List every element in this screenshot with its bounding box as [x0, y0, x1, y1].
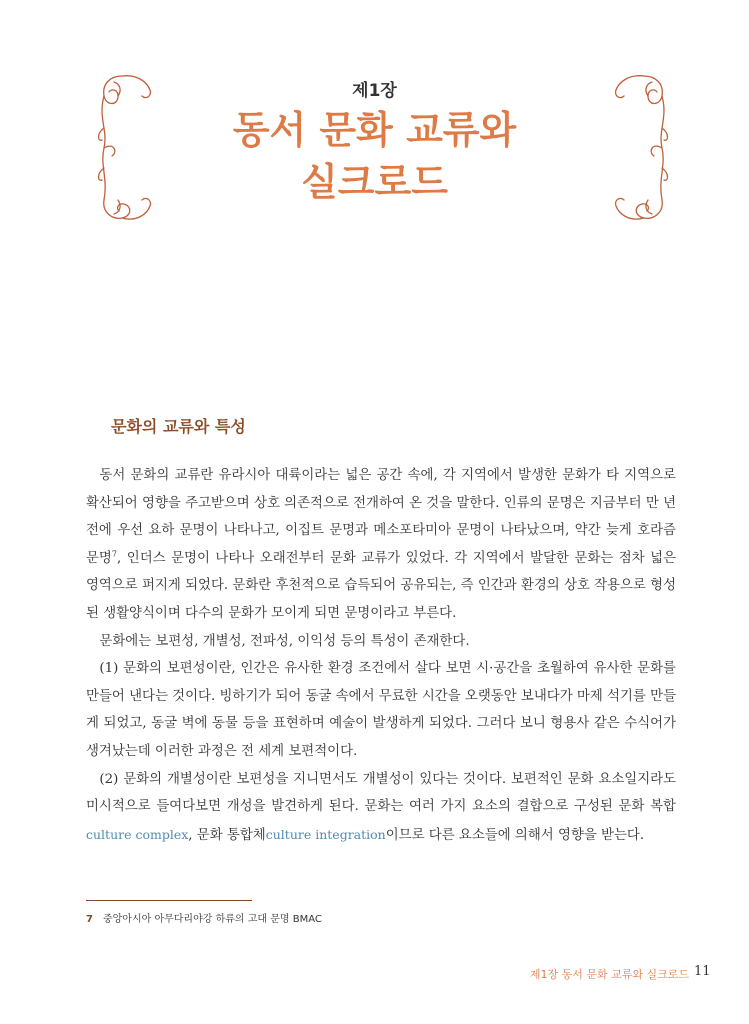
- paragraph-4: [86, 766, 676, 850]
- page-number: 11: [694, 964, 711, 979]
- chapter-title: [0, 104, 749, 208]
- footnote-number: 7: [86, 914, 93, 925]
- paragraph-1-continued: , 인더스 문명이 나타나 오래전부터 문화 교류가 있었다. 각 지역에서 발달한 문화는 점차 넓은 영역으로 퍼지게 되었다. 문화란 후천적으로 습득되어 공유되는, 즉 인간과 환경의 상호 작용으로 형성된 생활양식이며 다수의 문화가 모이게 되면 문명이라고 부른다.: [86, 550, 676, 621]
- paragraph-1: [86, 462, 676, 628]
- paragraph-2: 문화에는 보편성, 개별성, 전파성, 이익성 등의 특성이 존재한다.: [99, 633, 470, 649]
- paragraph-3: (1) 문화의 보편성이란, 인간은 유사한 환경 조건에서 살다 보면 시·공간을 초월하여 유사한 문화를 만들어 낸다는 것이다. 빙하기가 되어 동굴 속에서 무료한 시간을 오랫동안 보내다가 마제 석기를 만들게 되었고, 동굴 벽에 동물 등을 표현하며 예술이 발생하게 되었다. 그러다 보니 형용사 같은 수식어가 생겨났는데 이러한 과정은 전 세계 보편적이다.: [86, 661, 676, 759]
- running-footer-title: 제1장 동서 문화 교류와 실크로드: [529, 968, 689, 981]
- chapter-title-line-1: 동서 문화 교류와: [232, 108, 517, 152]
- english-term-culture-integration: culture integration: [265, 826, 386, 842]
- paragraph-4-text-c: 이므로 다른 요소들에 의해서 영향을 받는다.: [385, 827, 645, 843]
- body-text: [86, 462, 676, 849]
- section-heading: 문화의 교류와 특성: [111, 417, 246, 436]
- paragraph-4-text-a: (2) 문화의 개별성이란 보편성을 지니면서도 개별성이 있다는 것이다. 보편적인 문화 요소일지라도 미시적으로 들여다보면 개성을 발견하게 된다. 문화는 여러 가지 요소의 결합으로 구성된 문화 복합: [86, 771, 676, 815]
- paragraph-4-text-b: , 문화 통합체: [188, 827, 266, 843]
- chapter-title-line-2: 실크로드: [301, 160, 448, 204]
- chapter-label: 제1장: [352, 81, 397, 101]
- footnote-text: 중앙아시아 아무다리야강 하류의 고대 문명 BMAC: [102, 914, 322, 925]
- english-term-culture-complex: culture complex: [86, 826, 189, 842]
- paragraph-1-text: 동서 문화의 교류란 유라시아 대륙이라는 넓은 공간 속에, 각 지역에서 발생한 문화가 타 지역으로 확산되어 영향을 주고받으며 상호 의존적으로 전개하여 온 것을 말한다. 인류의 문명은 지금부터 만 년 전에 우선 요하 문명이 나타나고, 이집트 문명과 메소포타미아 문명이 나타났으며, 약간 늦게 호라즘 문명: [86, 468, 676, 566]
- footnote: [86, 910, 322, 925]
- footnote-ref[interactable]: 7: [111, 549, 117, 559]
- footnote-divider: [86, 900, 252, 901]
